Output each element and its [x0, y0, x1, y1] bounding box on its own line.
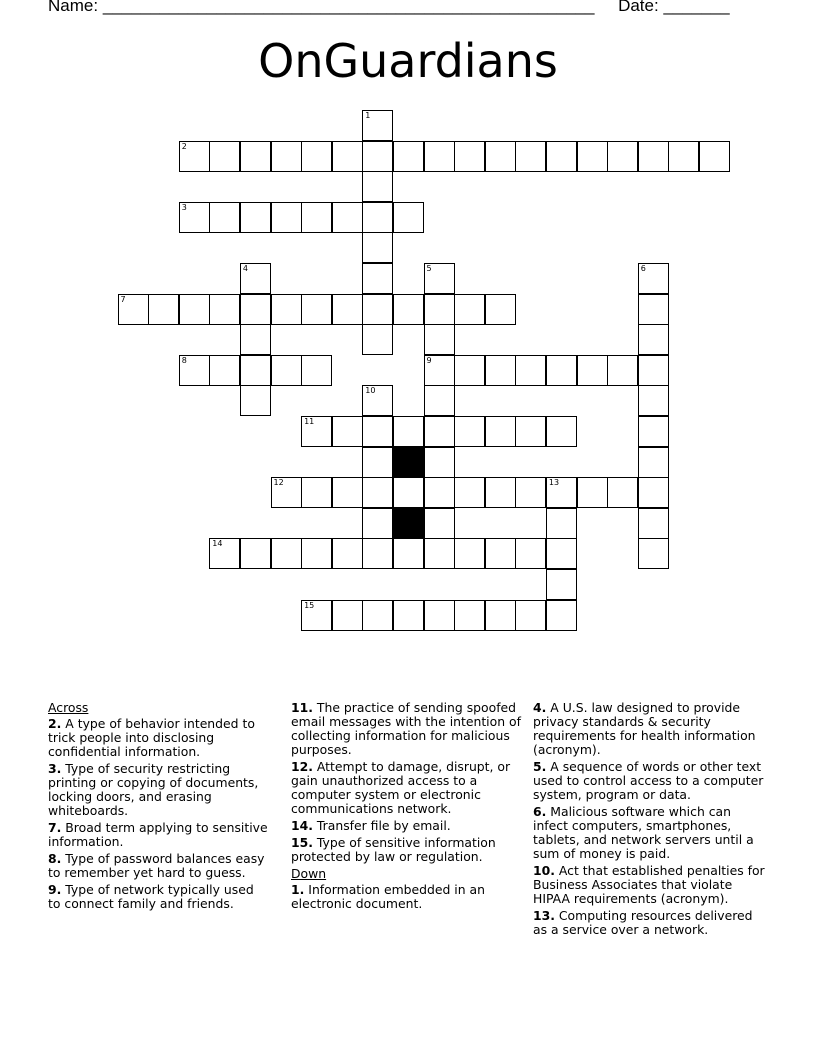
crossword-cell[interactable] [209, 141, 240, 172]
crossword-cell[interactable] [485, 477, 516, 508]
crossword-cell[interactable] [424, 538, 455, 569]
crossword-cell[interactable] [638, 416, 669, 447]
crossword-cell[interactable] [485, 600, 516, 631]
crossword-cell[interactable] [393, 538, 424, 569]
crossword-cell[interactable] [362, 477, 393, 508]
crossword-cell[interactable] [638, 385, 669, 416]
crossword-cell[interactable] [424, 141, 455, 172]
crossword-cell[interactable] [454, 355, 485, 386]
crossword-cell[interactable] [638, 447, 669, 478]
crossword-black-cell [393, 447, 424, 478]
crossword-cell[interactable] [271, 141, 302, 172]
crossword-cell[interactable] [485, 141, 516, 172]
crossword-cell[interactable] [424, 294, 455, 325]
clue-across-7: 7. Broad term applying to sensitive information. [48, 820, 268, 849]
crossword-cell[interactable] [454, 294, 485, 325]
crossword-cell[interactable] [362, 538, 393, 569]
crossword-cell[interactable] [546, 477, 577, 508]
crossword-cell[interactable] [424, 385, 455, 416]
crossword-cell[interactable] [546, 538, 577, 569]
crossword-cell[interactable] [271, 202, 302, 233]
crossword-cell[interactable] [454, 600, 485, 631]
clue-down-5: 5. A sequence of words or other text used to control access to a computer system, program or data. [533, 759, 764, 802]
crossword-cell[interactable] [362, 600, 393, 631]
crossword-cell[interactable] [638, 538, 669, 569]
crossword-cell[interactable] [332, 600, 363, 631]
cell-number: 10 [365, 386, 376, 396]
crossword-cell[interactable] [362, 171, 393, 202]
crossword-cell[interactable] [179, 202, 210, 233]
crossword-cell[interactable] [271, 538, 302, 569]
crossword-cell[interactable] [485, 416, 516, 447]
crossword-cell[interactable] [362, 141, 393, 172]
crossword-cell[interactable] [332, 538, 363, 569]
crossword-cell[interactable] [362, 110, 393, 141]
clue-down-6: 6. Malicious software which can infect computers, smartphones, tablets, and network servers until a sum of money is paid. [533, 804, 754, 861]
crossword-cell[interactable] [638, 477, 669, 508]
crossword-cell[interactable] [546, 416, 577, 447]
crossword-cell[interactable] [515, 141, 546, 172]
crossword-cell[interactable] [332, 141, 363, 172]
cell-number: 6 [640, 264, 646, 273]
crossword-cell[interactable] [577, 355, 608, 386]
crossword-cell[interactable] [485, 355, 516, 386]
crossword-cell[interactable] [148, 294, 179, 325]
down-heading: Down [291, 866, 327, 881]
crossword-cell[interactable] [515, 538, 546, 569]
clue-down-4: 4. A U.S. law designed to provide privacy standards & security requirements for health information (acronym). [533, 700, 756, 757]
cell-number: 15 [304, 600, 315, 610]
name-label: Name: [48, 0, 99, 15]
crossword-cell[interactable] [301, 141, 332, 172]
name-field[interactable]: ____________________________________________________ [102, 0, 595, 15]
crossword-cell[interactable] [332, 294, 363, 325]
crossword-cell[interactable] [638, 355, 669, 386]
crossword-cell[interactable] [638, 294, 669, 325]
crossword-cell[interactable] [607, 141, 638, 172]
crossword-cell[interactable] [362, 263, 393, 294]
cell-number: 3 [181, 202, 187, 212]
clue-across-14: 14. Transfer file by email. [291, 818, 451, 833]
crossword-cell[interactable] [240, 538, 271, 569]
crossword-cell[interactable] [546, 141, 577, 172]
crossword-cell[interactable] [454, 416, 485, 447]
crossword-cell[interactable] [638, 508, 669, 539]
crossword-cell[interactable] [515, 355, 546, 386]
clue-across-12: 12. Attempt to damage, disrupt, or gain unauthorized access to a computer system or electronic communications network. [291, 759, 511, 816]
clue-column-2 [291, 701, 521, 914]
crossword-cell[interactable] [240, 324, 271, 355]
crossword-cell[interactable] [393, 600, 424, 631]
cell-number: 8 [181, 355, 187, 365]
crossword-cell[interactable] [577, 477, 608, 508]
cell-number: 1 [365, 111, 371, 120]
crossword-cell[interactable] [240, 355, 271, 386]
cell-number: 14 [212, 539, 223, 549]
crossword-cell[interactable] [454, 538, 485, 569]
clue-across-3: 3. Type of security restricting printing or copying of documents, locking doors, and erasing whiteboards. [48, 761, 259, 818]
crossword-cell[interactable] [240, 385, 271, 416]
crossword-cell[interactable] [240, 263, 271, 294]
cell-number: 11 [304, 417, 315, 426]
cell-number: 4 [242, 264, 248, 273]
crossword-cell[interactable] [424, 600, 455, 631]
crossword-cell[interactable] [332, 202, 363, 233]
crossword-cell[interactable] [362, 447, 393, 478]
date-field[interactable]: _______ [663, 0, 730, 15]
crossword-cell[interactable] [271, 355, 302, 386]
clue-across-15: 15. Type of sensitive information protected by law or regulation. [291, 835, 496, 864]
crossword-cell[interactable] [515, 600, 546, 631]
crossword-cell[interactable] [607, 477, 638, 508]
crossword-cell[interactable] [240, 141, 271, 172]
crossword-cell[interactable] [546, 355, 577, 386]
clue-down-10: 10. Act that established penalties for Business Associates that violate HIPAA requirements (acronym). [533, 863, 765, 906]
crossword-cell[interactable] [362, 324, 393, 355]
crossword-cell[interactable] [607, 355, 638, 386]
crossword-cell[interactable] [485, 538, 516, 569]
crossword-cell[interactable] [301, 416, 332, 447]
crossword-cell[interactable] [301, 355, 332, 386]
crossword-cell[interactable] [301, 202, 332, 233]
crossword-cell[interactable] [485, 294, 516, 325]
crossword-cell[interactable] [301, 538, 332, 569]
crossword-cell[interactable] [393, 294, 424, 325]
crossword-cell[interactable] [577, 141, 608, 172]
crossword-cell[interactable] [179, 355, 210, 386]
crossword-cell[interactable] [393, 202, 424, 233]
crossword-black-cell [393, 508, 424, 539]
crossword-cell[interactable] [362, 202, 393, 233]
crossword-cell[interactable] [546, 569, 577, 600]
crossword-cell[interactable] [301, 477, 332, 508]
crossword-cell[interactable] [454, 141, 485, 172]
crossword-cell[interactable] [424, 263, 455, 294]
cell-number: 12 [273, 478, 284, 488]
crossword-cell[interactable] [424, 324, 455, 355]
crossword-cell[interactable] [301, 600, 332, 631]
crossword-cell[interactable] [209, 294, 240, 325]
crossword-cell[interactable] [393, 141, 424, 172]
page-title: OnGuardians [258, 34, 558, 88]
crossword-cell[interactable] [668, 141, 699, 172]
date-label: Date: [618, 0, 659, 15]
cell-number: 9 [426, 355, 432, 365]
crossword-cell[interactable] [638, 141, 669, 172]
cell-number: 7 [120, 294, 126, 304]
crossword-cell[interactable] [515, 477, 546, 508]
crossword-cell[interactable] [332, 477, 363, 508]
crossword-cell[interactable] [454, 477, 485, 508]
crossword-cell[interactable] [209, 355, 240, 386]
crossword-cell[interactable] [638, 324, 669, 355]
crossword-cell[interactable] [393, 477, 424, 508]
crossword-cell[interactable] [424, 477, 455, 508]
crossword-cell[interactable] [424, 447, 455, 478]
crossword-cell[interactable] [209, 202, 240, 233]
cell-number: 13 [548, 478, 560, 488]
clue-across-2: 2. A type of behavior intended to trick people into disclosing confidential information. [48, 716, 255, 759]
cell-number: 5 [426, 264, 432, 273]
crossword-cell[interactable] [179, 294, 210, 325]
crossword-cell[interactable] [424, 416, 455, 447]
crossword-cell[interactable] [638, 263, 669, 294]
crossword-cell[interactable] [546, 508, 577, 539]
clue-across-11: 11. The practice of sending spoofed email messages with the intention of collecting information for malicious purposes. [291, 700, 521, 757]
across-heading: Across [48, 700, 89, 715]
crossword-cell[interactable] [118, 294, 149, 325]
crossword-cell[interactable] [546, 600, 577, 631]
crossword-cell[interactable] [362, 385, 393, 416]
crossword-cell[interactable] [179, 141, 210, 172]
clue-across-9: 9. Type of network typically used to connect family and friends. [48, 882, 254, 911]
crossword-cell[interactable] [424, 355, 455, 386]
crossword-cell[interactable] [362, 508, 393, 539]
crossword-cell[interactable] [424, 508, 455, 539]
clue-down-13: 13. Computing resources delivered as a service over a network. [533, 908, 753, 937]
crossword-cell[interactable] [271, 294, 302, 325]
clue-column-3 [533, 701, 769, 940]
crossword-cell[interactable] [209, 538, 240, 569]
crossword-cell[interactable] [240, 294, 271, 325]
crossword-cell[interactable] [240, 202, 271, 233]
crossword-cell[interactable] [699, 141, 730, 172]
cell-number: 2 [181, 141, 187, 151]
clue-down-1: 1. Information embedded in an electronic document. [291, 882, 485, 911]
clue-column-1 [48, 701, 270, 914]
crossword-cell[interactable] [515, 416, 546, 447]
crossword-cell[interactable] [362, 232, 393, 263]
crossword-cell[interactable] [332, 416, 363, 447]
clue-across-8: 8. Type of password balances easy to remember yet hard to guess. [48, 851, 265, 880]
crossword-cell[interactable] [271, 477, 302, 508]
crossword-cell[interactable] [362, 416, 393, 447]
crossword-cell[interactable] [301, 294, 332, 325]
crossword-cell[interactable] [393, 416, 424, 447]
crossword-cell[interactable] [362, 294, 393, 325]
